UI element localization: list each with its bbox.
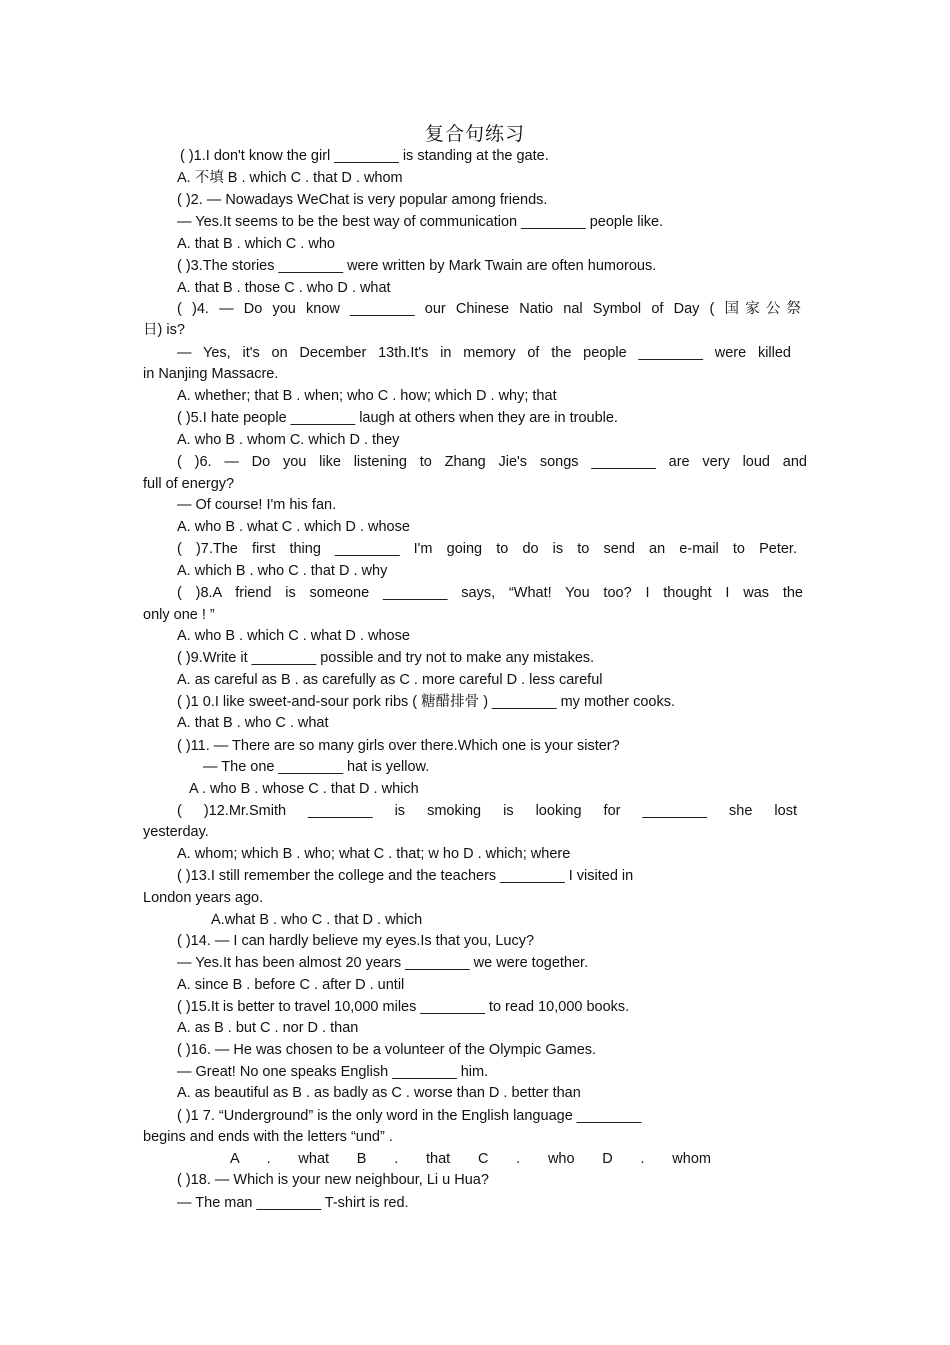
answer-line: — Of course! I'm his fan. <box>177 497 337 513</box>
question-line: ( )1.I don't know the girl ________ is standing at the gate. <box>180 148 549 164</box>
question-line: ( )3.The stories ________ were written by Mark Twain are often humorous. <box>177 258 657 274</box>
question-line: begins and ends with the letters “und” . <box>143 1129 393 1145</box>
question-line: ( )13.I still remember the college and the teachers ________ I visited in <box>177 868 634 884</box>
question-line: ( )12.Mr.Smith ________ is smoking is looking for ________ she lost <box>177 803 797 819</box>
options-line: A . who B . whose C . that D . which <box>189 781 419 797</box>
question-line: full of energy? <box>143 476 235 492</box>
question-line: only one ! ” <box>143 607 215 623</box>
answer-line: in Nanjing Massacre. <box>143 366 279 382</box>
question-line: ( )11. — There are so many girls over there.Which one is your sister? <box>177 738 620 754</box>
answer-line: — The man ________ T-shirt is red. <box>177 1195 409 1211</box>
question-line: ( )7.The first thing ________ I'm going to do is to send an e-mail to Peter. <box>177 541 797 557</box>
question-line: ( )18. — Which is your new neighbour, Li u Hua? <box>177 1172 489 1188</box>
question-line: ( )2. — Nowadays WeChat is very popular among friends. <box>177 192 548 208</box>
question-line: ( )6. — Do you like listening to Zhang Jie's songs ________ are very loud and <box>177 454 807 470</box>
options-line: A. who B . what C . which D . whose <box>177 519 410 535</box>
answer-line: — Great! No one speaks English ________ him. <box>177 1064 489 1080</box>
options-line: A. that B . those C . who D . what <box>177 280 391 296</box>
options-line: A. which B . who C . that D . why <box>177 563 388 579</box>
question-line: ( )9.Write it ________ possible and try not to make any mistakes. <box>177 650 595 666</box>
question-line: London years ago. <box>143 890 264 906</box>
options-line: A. who B . whom C. which D . they <box>177 432 400 448</box>
options-line: A. as B . but C . nor D . than <box>177 1020 359 1036</box>
question-line: ( )15.It is better to travel 10,000 miles ________ to read 10,000 books. <box>177 999 630 1015</box>
answer-line: — Yes.It seems to be the best way of communication ________ people like. <box>177 214 664 230</box>
question-line: ( )5.I hate people ________ laugh at others when they are in trouble. <box>177 410 618 426</box>
question-line: ( )1 7. “Underground” is the only word in the English language ________ <box>177 1108 642 1124</box>
options-line: A.what B . who C . that D . which <box>211 912 423 928</box>
page-title: 复合句练习 <box>424 123 525 145</box>
options-line: A. whom; which B . who; what C . that; w ho D . which; where <box>177 846 571 862</box>
question-line: 日) is? <box>143 322 185 338</box>
question-line: ( )4. — Do you know ________ our Chinese Natio nal Symbol of Day ( 国家公祭 <box>177 301 801 317</box>
question-line: yesterday. <box>143 824 209 840</box>
question-line: ( )14. — I can hardly believe my eyes.Is that you, Lucy? <box>177 933 535 949</box>
options-line: A. whether; that B . when; who C . how; which D . why; that <box>177 388 557 404</box>
options-line: A . what B . that C . who D . whom <box>230 1151 711 1167</box>
question-line: ( )8.A friend is someone ________ says, “What! You too? I thought I was the <box>177 585 803 601</box>
options-line: A. as beautiful as B . as badly as C . worse than D . better than <box>177 1085 581 1101</box>
options-line: A. that B . who C . what <box>177 715 329 731</box>
question-line: ( )16. — He was chosen to be a volunteer of the Olympic Games. <box>177 1042 597 1058</box>
options-line: A. since B . before C . after D . until <box>177 977 405 993</box>
answer-line: — Yes.It has been almost 20 years ________ we were together. <box>177 955 589 971</box>
answer-line: — The one ________ hat is yellow. <box>203 759 430 775</box>
options-line: A. that B . which C . who <box>177 236 335 252</box>
question-line: ( )1 0.I like sweet-and-sour pork ribs ( 糖醋排骨 ) ________ my mother cooks. <box>177 694 676 710</box>
answer-line: — Yes, it's on December 13th.It's in memory of the people ________ were killed <box>177 345 791 361</box>
options-line: A. who B . which C . what D . whose <box>177 628 410 644</box>
options-line: A. as careful as B . as carefully as C . more careful D . less careful <box>177 672 603 688</box>
options-line: A. 不填 B . which C . that D . whom <box>177 170 403 186</box>
